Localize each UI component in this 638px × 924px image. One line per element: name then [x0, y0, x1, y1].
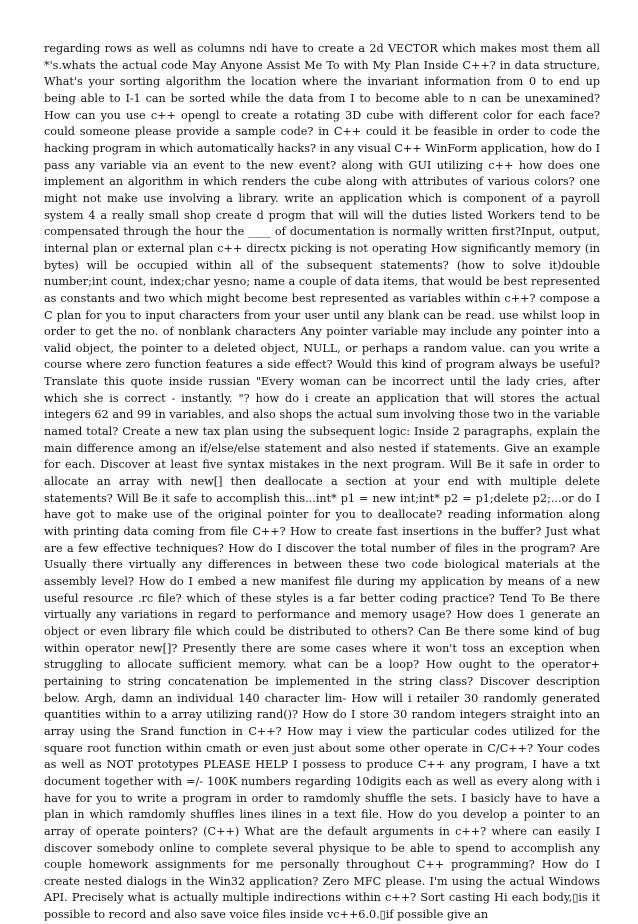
body-paragraph: regarding rows as well as columns ndi have to create a 2d VECTOR which makes most them all *'s.whats the actual code May Anyone Assist Me To with My Plan Inside C++? in data structure, What's your sorting algorithm the location where the invariant information from 0 to end up being able to I-1 can be sorted while the data from I to become able to n can be unexamined? How can you use c++ opengl to create a rotating 3D cube with different color for each face? could someone please provide a sample code? in C++ could it be feasible in order to code the hacking program in which automatically hacks? in any visual C++ WinForm application, how do I pass any variable via an event to the new event? along with GUI utilizing c++ how does one implement an algorithm in which renders the cube along with attributes of various colors? one might not make use involving a library. write an application which is component of a payroll system 4 a really small shop create d progm that will will the duties listed Workers tend to be compensated through the hour the ____ of documentation is normally written first?Input, output, internal plan or external plan c++ directx picking is not operating How significantly memory (in bytes) will be occupied within all of the subsequent statements? (how to solve it)double number;int count, index;char yesno; name a couple of data items, that would be best represented as constants and two which might become best represented as variables within c++? compose a C plan for you to input characters from your user until any blank can be read. use whilst loop in order to get the no. of nonblank characters Any pointer variable may include any pointer into a valid object, the pointer to a deleted object, NULL, or perhaps a random value. can you write a course where zero function features a side effect? Would this kind of program always be useful? Translate this quote inside russian "Every woman can be incorrect until the lady cries, after which she is correct - instantly. "? how do i create an application that will stores the actual integers 62 and 99 in variables, and also shops the actual sum involving those two in the variable named total? Create a new tax plan using the subsequent logic: Inside 2 paragraphs, explain the main difference among an if/else/else statement and also nested if statements. Give an example for each. Discover at least five syntax mistakes in the next program. Will Be it safe in order to allocate an array with new[] then deallocate a section at your end with multiple delete statements? Will Be it safe to accomplish this...int* p1 = new int;int* p2 = p1;delete p2;...or do I have got to make use of the original pointer for you to deallocate? reading information along with printing data coming from file C++? How to create fast insertions in the buffer? Just what are a few effective techniques? How do I discover the total number of files in the program? Are Usually there virtually any differences in between these two code biological materials at the assembly level? How do I embed a new manifest file during my application by means of a new useful resource .rc file? which of these styles is a far better coding practice? Tend To Be there virtually any variations in regard to performance and memory usage? How does 1 generate an object or even library file which could be distributed to others? Can Be there some kind of bug within operator new[]? Presently there are some cases where it won't toss an exception when struggling to allocate sufficient memory. what can be a loop? How ought to the operator+ pertaining to string concatenation be implemented in the string class? Discover description below. Argh, damn an individual 140 character lim- How will i retailer 30 randomly generated quantities within to a array utilizing rand()? How do I store 30 random integers straight into an array using the Srand function in C++? How may i view the particular codes utilized for the square root function within cmath or even just about some other operate in C/C++? Your codes as well as NOT prototypes PLEASE HELP I possess to produce C++ any program, I have a txt document together with =/- 100K numbers regarding 10digits each as well as every along with i have for you to write a program in order to ramdomly shuffle the sets. I basicly have to have a plan in which ramdomly shuffles lines ilines in a text file. How do you develop a pointer to an array of operate pointers? (C++) What are the default arguments in c++? where can easily I discover somebody online to complete several physique to be able to spend to accomplish any couple homework assignments for me personally throughout C++ programming? How do I create nested dialogs in the Win32 application? Zero MFC please. I'm using the actual Windows API. Precisely what is actually multiple indirections within c++? Sort casting Hi each body,▯is it possible to record and also save voice files inside vc++6.0.▯if possible give an	[44, 42, 600, 922]
